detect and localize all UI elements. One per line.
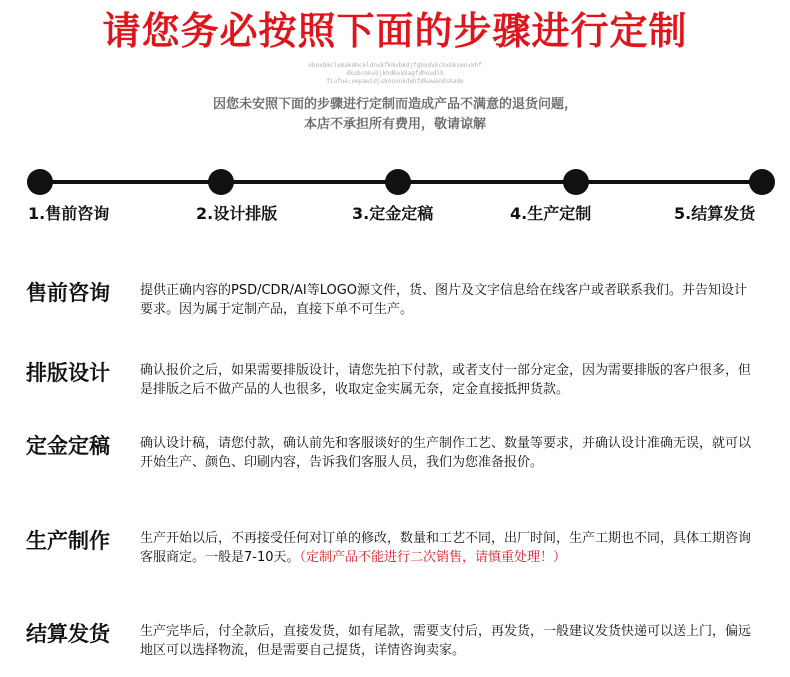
step-label-presale: 1.售前咨询: [28, 204, 110, 223]
timeline-dot-5: [749, 169, 775, 195]
fine-print-line-3: fiufue;oepawidjsknovnkdehfdkawendshade: [326, 78, 464, 85]
timeline-dot-4: [563, 169, 589, 195]
notice-line-2: 本店不承担所有费用，敬请谅解: [303, 117, 486, 132]
step-label-deposit: 3.定金定稿: [352, 204, 434, 223]
section-heading: 排版设计: [26, 361, 110, 385]
step-label-production: 4.生产定制: [510, 204, 592, 223]
warning-text: （定制产品不能进行二次销售，请慎重处理！）: [299, 550, 567, 565]
timeline-dot-3: [385, 169, 411, 195]
page-title: 请您务必按照下面的步骤进行定制: [102, 9, 688, 53]
section-heading: 售前咨询: [26, 281, 110, 305]
section-body: 生产完毕后，付全款后，直接发货，如有尾款，需要支付后，再发货，一般建议发货快递可以送上门，偏远地区可以选择物流，但是需要自己提货，详情咨询卖家。: [140, 624, 752, 658]
section-heading: 生产制作: [26, 529, 110, 553]
step-label-settlement: 5.结算发货: [674, 204, 756, 223]
fine-print-line-2: dkvbcmkvbjkhdbvkbagfdhoudlh: [346, 70, 444, 77]
timeline-dot-2: [208, 169, 234, 195]
notice-line-1: 因您未安照下面的步骤进行定制而造成产品不满意的退货问题，: [212, 97, 577, 112]
section-body: 确认设计稿，请您付款，确认前先和客服谈好的生产制作工艺、数量等要求，并确认设计准确无误，就可以开始生产、颜色、印刷内容，告诉我们客服人员，我们为您准备报价。: [140, 436, 752, 470]
section-heading: 结算发货: [26, 622, 110, 646]
step-label-design: 2.设计排版: [196, 204, 278, 223]
section-heading: 定金定稿: [26, 434, 110, 458]
section-body-wrap: [140, 529, 758, 567]
fine-print-line-1: obnxbmclxmakdmckldnvkfkmvbkdjfgbvdvkchxbkvmnvkhf: [308, 62, 482, 69]
section-body: 确认报价之后，如果需要排版设计，请您先拍下付款，或者支付一部分定金，因为需要排版的客户很多，但是排版之后不做产品的人也很多，收取定金实属无奈，定金直接抵押货款。: [140, 363, 752, 397]
timeline-dot-1: [27, 169, 53, 195]
section-body: 生产开始以后，不再接受任何对订单的修改，数量和工艺不同，出厂时间，生产工期也不同，具体工期咨询客服商定。一般是7-10天。: [140, 531, 752, 565]
section-body: 提供正确内容的PSD/CDR/AI等LOGO源文件，货、图片及文字信息给在线客户或者联系我们。并告知设计要求。因为属于定制产品，直接下单不可生产。: [140, 283, 748, 317]
